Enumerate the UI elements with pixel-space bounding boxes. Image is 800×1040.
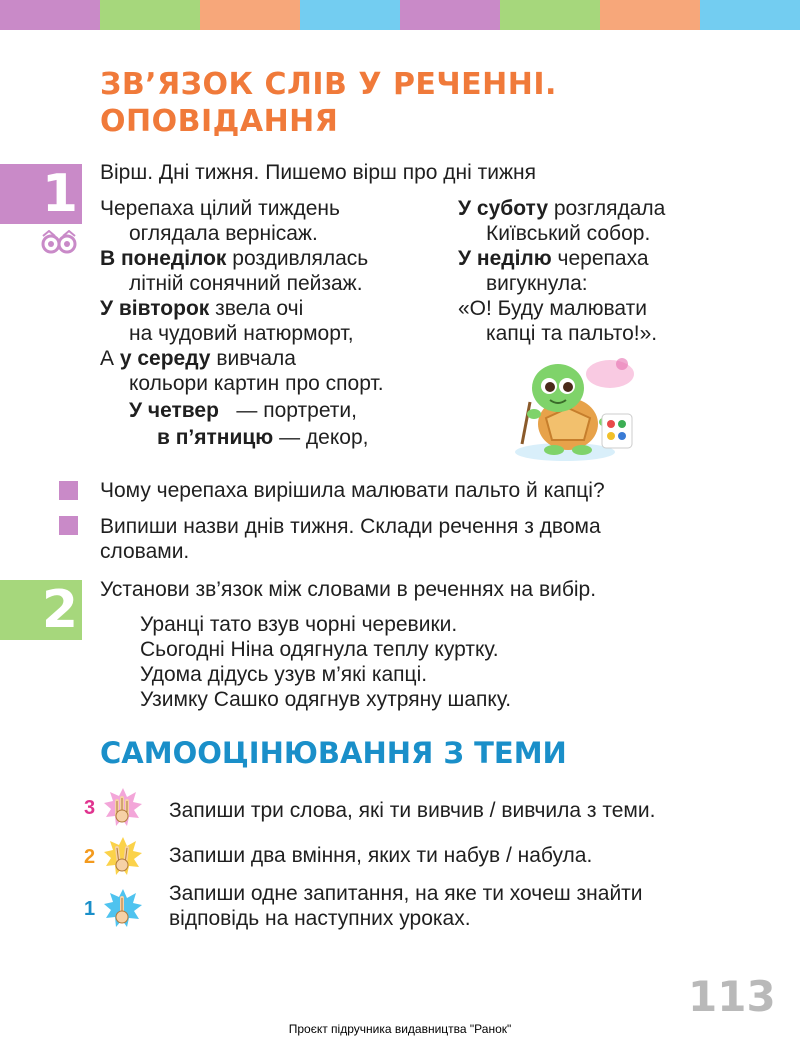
three-fingers-icon <box>103 787 143 827</box>
page-number: 113 <box>688 972 776 1021</box>
self-item-1-line-1: Запиши одне запитання, на яке ти хочеш знайти <box>169 882 643 905</box>
weekday-bold: В понеділок <box>100 247 227 270</box>
weekday-bold: У суботу <box>458 197 549 220</box>
poem-line: на чудовий натюрморт, <box>129 322 354 345</box>
poem-text: — портрети, <box>218 399 357 422</box>
level-number: 1 <box>84 898 96 920</box>
question-2-line-1: Випиши назви днів тижня. Склади речення з двома <box>100 515 601 538</box>
poem-line: кольори картин про спорт. <box>129 372 384 395</box>
task-1-heading: Вірш. Дні тижня. Пишемо вірш про дні тижня <box>100 161 536 184</box>
weekday-bold: У неділю <box>458 247 552 270</box>
sentence: Узимку Сашко одягнув хутряну шапку. <box>140 688 512 711</box>
stripe-segment <box>700 0 800 30</box>
publisher-footer: Проєкт підручника видавництва "Ранок" <box>288 1022 512 1036</box>
sentence: Уранці тато взув чорні черевики. <box>140 613 458 636</box>
self-item-2: Запиши два вміння, яких ти набув / набула. <box>169 844 593 867</box>
top-color-stripe <box>0 0 800 30</box>
question-1: Чому черепаха вирішила малювати пальто й капці? <box>100 479 605 502</box>
turtle-painter-illustration <box>510 352 640 464</box>
self-assessment-title: САМООЦІНЮВАННЯ З ТЕМИ <box>100 736 567 770</box>
weekday-bold: У четвер <box>129 399 219 422</box>
owl-eyes-icon <box>40 230 78 254</box>
bullet-square <box>59 481 78 500</box>
task-2-badge: 2 <box>0 580 82 640</box>
sentence: Удома дідусь узув м’які капці. <box>140 663 428 686</box>
task-1-badge: 1 <box>0 164 82 224</box>
poem-line: Київський собор. <box>486 222 651 245</box>
title-line-2: ОПОВІДАННЯ <box>100 104 339 139</box>
bullet-square <box>59 516 78 535</box>
poem-text: — декор, <box>273 426 369 449</box>
question-2-line-2: словами. <box>100 540 190 563</box>
stripe-segment <box>100 0 200 30</box>
poem-line <box>157 425 368 450</box>
poem-line <box>100 346 296 371</box>
two-fingers-icon <box>103 836 143 876</box>
self-item-3: Запиши три слова, які ти вивчив / вивчила з теми. <box>169 799 656 822</box>
poem-line: Черепаха цілий тиждень <box>100 197 340 220</box>
weekday-bold: У вівторок <box>100 297 210 320</box>
level-number: 2 <box>84 846 96 868</box>
level-number: 3 <box>84 797 96 819</box>
stripe-segment <box>300 0 400 30</box>
stripe-segment <box>0 0 100 30</box>
sentence: Сьогодні Ніна одягнула теплу куртку. <box>140 638 499 661</box>
poem-text: розглядала <box>548 197 666 220</box>
poem-line: оглядала вернісаж. <box>129 222 318 245</box>
poem-text: А <box>100 347 120 370</box>
poem-line <box>100 246 368 271</box>
poem-text: роздивлялась <box>226 247 369 270</box>
self-item-1-line-2: відповідь на наступних уроках. <box>169 907 471 930</box>
stripe-segment <box>200 0 300 30</box>
poem-line: «О! Буду малювати <box>458 297 647 320</box>
stripe-segment <box>500 0 600 30</box>
poem-line: літній сонячний пейзаж. <box>129 272 363 295</box>
poem-line <box>458 196 665 221</box>
stripe-segment <box>600 0 700 30</box>
poem-line <box>458 246 649 271</box>
poem-line <box>129 398 357 423</box>
task-2-heading: Установи зв’язок між словами в реченнях на вибір. <box>100 578 597 601</box>
stripe-segment <box>400 0 500 30</box>
poem-line <box>100 296 303 321</box>
title-line-1: ЗВ’ЯЗОК СЛІВ У РЕЧЕННІ. <box>100 67 557 102</box>
poem-text: вивчала <box>210 347 296 370</box>
poem-line: вигукнула: <box>486 272 588 295</box>
one-finger-icon <box>103 888 143 928</box>
poem-line: капці та пальто!». <box>486 322 658 345</box>
poem-text: черепаха <box>551 247 649 270</box>
poem-text: звела очі <box>209 297 304 320</box>
weekday-bold: у середу <box>119 347 211 370</box>
weekday-bold: в п’ятницю <box>157 426 274 449</box>
page-title <box>100 66 557 140</box>
